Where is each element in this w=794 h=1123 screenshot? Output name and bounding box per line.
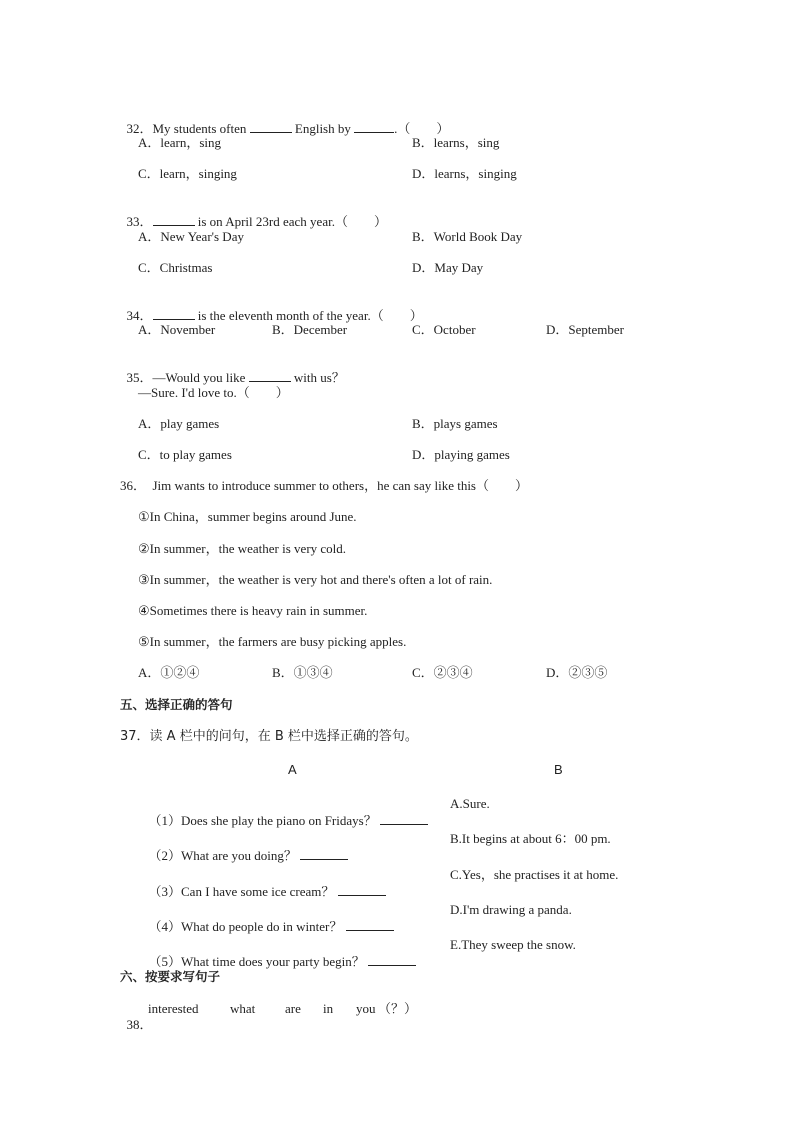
- match-answer-d: D.I'm drawing a panda.: [450, 902, 572, 917]
- answer-blank[interactable]: [153, 213, 195, 226]
- statement-3: ③In summer，the weather is very hot and there's often a lot of rain.: [138, 572, 493, 587]
- question-32-text: 32．My students often: [126, 121, 250, 136]
- section-6-title: 六、按要求写句子: [120, 969, 221, 984]
- question-33-text: is on April 23rd each year.（ ）: [194, 214, 387, 229]
- option-c[interactable]: C．②③④: [412, 665, 473, 680]
- statement-2: ②In summer，the weather is very cold.: [138, 541, 347, 556]
- answer-blank[interactable]: [300, 847, 348, 860]
- option-b[interactable]: B．①③④: [272, 665, 333, 680]
- option-d[interactable]: D．②③⑤: [546, 665, 608, 680]
- match-question-4: [142, 902, 394, 935]
- question-34-text: is the eleventh month of the year.（ ）: [194, 308, 423, 323]
- answer-blank[interactable]: [249, 369, 291, 382]
- answer-blank[interactable]: [380, 812, 428, 825]
- question-38-number: 38．: [126, 1017, 153, 1032]
- option-b[interactable]: B．World Book Day: [412, 229, 523, 244]
- option-a[interactable]: A．play games: [138, 416, 220, 431]
- question-32: [120, 104, 449, 137]
- scrambled-word: are: [285, 1001, 301, 1016]
- column-b-header: B: [554, 762, 563, 777]
- question-34: [120, 291, 423, 324]
- option-b[interactable]: B．plays games: [412, 416, 498, 431]
- option-a[interactable]: A．New Year's Day: [138, 229, 244, 244]
- match-question-text: （4）What do people do in winter？: [148, 919, 343, 934]
- scrambled-word: interested: [148, 1001, 199, 1016]
- option-c[interactable]: C．learn，singing: [138, 166, 237, 181]
- question-32-text: .（ ）: [394, 121, 450, 136]
- question-36: 36． Jim wants to introduce summer to others，he can say like this（ ）: [120, 478, 528, 493]
- answer-blank[interactable]: [250, 120, 292, 133]
- question-35-reply: —Sure. I'd love to.（ ）: [138, 385, 289, 400]
- match-answer-c: C.Yes，she practises it at home.: [450, 867, 619, 882]
- question-33-text: 33．: [126, 214, 153, 229]
- option-a[interactable]: A．learn，sing: [138, 135, 222, 150]
- question-35: [120, 353, 345, 386]
- option-d[interactable]: D．September: [546, 322, 624, 337]
- match-question-text: （5）What time does your party begin？: [148, 954, 365, 969]
- option-c[interactable]: C．to play games: [138, 447, 232, 462]
- question-33: [120, 197, 387, 230]
- option-d[interactable]: D．May Day: [412, 260, 484, 275]
- answer-blank[interactable]: [346, 918, 394, 931]
- scrambled-word: what: [230, 1001, 256, 1016]
- answer-blank[interactable]: [368, 953, 416, 966]
- scrambled-word: in: [323, 1001, 334, 1016]
- match-question-5: [142, 937, 416, 970]
- statement-5: ⑤In summer，the farmers are busy picking apples.: [138, 634, 407, 649]
- option-d[interactable]: D．playing games: [412, 447, 510, 462]
- statement-4: ④Sometimes there is heavy rain in summer.: [138, 603, 368, 618]
- column-a-header: A: [288, 762, 297, 777]
- match-question-text: （2）What are you doing？: [148, 848, 297, 863]
- option-c[interactable]: C．Christmas: [138, 260, 213, 275]
- option-a[interactable]: A．November: [138, 322, 216, 337]
- match-question-text: （1）Does she play the piano on Fridays？: [148, 813, 377, 828]
- scrambled-word: you: [356, 1001, 376, 1016]
- answer-blank[interactable]: [354, 120, 394, 133]
- match-question-1: [142, 796, 428, 829]
- option-c[interactable]: C．October: [412, 322, 476, 337]
- statement-1: ①In China，summer begins around June.: [138, 509, 357, 524]
- match-question-text: （3）Can I have some ice cream？: [148, 884, 335, 899]
- question-35-text: with us？: [290, 370, 345, 385]
- option-b[interactable]: B．learns，sing: [412, 135, 500, 150]
- option-b[interactable]: B．December: [272, 322, 348, 337]
- match-question-2: [142, 831, 348, 864]
- match-answer-a: A.Sure.: [450, 796, 490, 811]
- option-a[interactable]: A．①②④: [138, 665, 200, 680]
- section-5-title: 五、选择正确的答句: [120, 697, 233, 712]
- answer-blank[interactable]: [338, 883, 386, 896]
- question-37-instruction: 37．读 A 栏中的问句，在 B 栏中选择正确的答句。: [120, 729, 418, 744]
- option-d[interactable]: D．learns，singing: [412, 166, 517, 181]
- match-answer-e: E.They sweep the snow.: [450, 937, 576, 952]
- match-answer-b: B.It begins at about 6：00 pm.: [450, 831, 611, 846]
- question-32-text: English by: [291, 121, 355, 136]
- question-34-text: 34．: [126, 308, 153, 323]
- question-38-end: （？）: [378, 1001, 418, 1016]
- match-question-3: [142, 867, 386, 900]
- answer-blank[interactable]: [153, 307, 195, 320]
- question-35-text: 35．—Would you like: [126, 370, 249, 385]
